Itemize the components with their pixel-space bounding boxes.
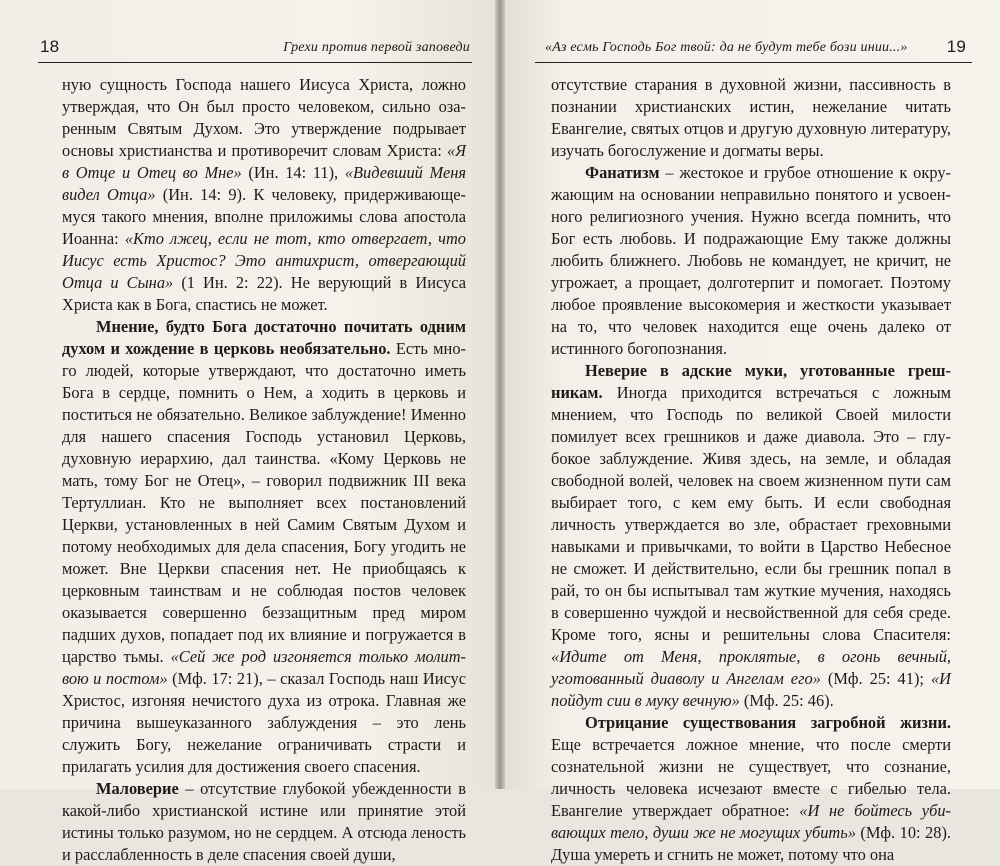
paragraph bbox=[62, 778, 466, 866]
text-run: (Мф. 25: 41); bbox=[820, 669, 931, 688]
right-page-body bbox=[551, 74, 951, 866]
page-number-left: 18 bbox=[40, 37, 60, 56]
page-number-right: 19 bbox=[946, 37, 966, 56]
paragraph bbox=[551, 360, 951, 712]
left-page bbox=[0, 0, 495, 864]
running-head-title-left: Грехи против первой заповеди bbox=[283, 40, 470, 55]
quote: «И не бойтесь убивающих тело, души же не могущих убить» bbox=[551, 801, 951, 842]
paragraph bbox=[551, 162, 951, 360]
quote: «Кто лжец, если не тот, кто отвергает, что Иисус есть Христос? Это антихрист, отвергающий Отца и Сына» bbox=[62, 229, 466, 292]
text-run: (Мф. 25: 46). bbox=[739, 691, 834, 710]
text-run: (Ин. 14: 9). К человеку, придерживающемуся такого мнения, вполне приложимы слова апостола Иоанна: bbox=[62, 185, 466, 248]
text-run: (1 Ин. 2: 22). Не верующий в Иисуса Христа как в Бога, спастись не может. bbox=[62, 273, 466, 314]
section-heading: Маловерие bbox=[96, 779, 179, 798]
running-head-title-right: «Аз есмь Господь Бог твой: да не будут тебе бози инии...» bbox=[545, 40, 908, 55]
text-run: ную сущность Господа нашего Иисуса Христа, ложно утверждая, что Он был просто человеком, сильно озаренным Святым Духом. Это утверждение подрывает основы христианства и противоречит словам Христа: bbox=[62, 75, 466, 160]
paragraph bbox=[551, 712, 951, 866]
quote: «Видевший Меня видел Отца» bbox=[62, 163, 466, 204]
text-run: (Ин. 14: 11), bbox=[241, 163, 345, 182]
running-head-right bbox=[535, 37, 972, 63]
text-run: – жестокое и грубое отношение к окружающим на основании неправильно понятого и усвоенного религиозного учения. Нужно всегда помнить, что Бог есть любовь. И подражающие Ему также должны любить ближнего. Любовь не командует, не кричит, не угрожает, а прощает, долготерпит и помогает. Поэтому любое проявление высокомерия и жесткости указывает на то, что человек находится еще очень далеко от истинного богопознания. bbox=[551, 163, 951, 358]
text-run: (Мф. 10: 28). Душа умереть и сгнить не может, потому что она bbox=[551, 823, 952, 864]
section-heading: Мнение, будто Бога достаточно почитать одним духом и хождение в церковь необязательно. bbox=[62, 317, 466, 358]
book-gutter bbox=[495, 0, 505, 789]
quote: «Идите от Меня, проклятые, в огонь вечный, уготованный диаволу и Ангелам его» bbox=[551, 647, 951, 688]
left-page-body bbox=[62, 74, 466, 866]
text-run: (Мф. 17: 21), – сказал Господь наш Иисус Христос, изгоняя нечистого духа из отрока. Главная же причина вышеуказанного заблуждения – это лень служить Богу, нежелание ограничивать страсти и прилагать усилия для достижения своего спасения. bbox=[62, 669, 466, 776]
section-heading: Фанатизм bbox=[585, 163, 660, 182]
paragraph bbox=[62, 74, 466, 316]
section-heading: Неверие в адские муки, уготованные грешникам. bbox=[551, 361, 951, 402]
right-page bbox=[505, 0, 1000, 864]
text-run: Еще встречается ложное мнение, что после смерти сознательной жизни не существует, что сознание, личность человека исчезают вместе с гибелью тела. Евангелие утверждает обратное: bbox=[551, 735, 951, 820]
text-run: Иногда приходится встречаться с ложным мнением, что Господь по великой Своей милости помилует всех грешников и даже диавола. Это – глубокое заблуждение. Живя здесь, на земле, и обладая свободной волей, человек на своем жизненном пути сам выбирает того, с кем ему быть. И если свободная личность утверждается во зле, обрастает греховными навыками и привычками, то войти в Царство Небесное не сможет. И действительно, если бы грешник попал в рай, то он бы испытывал там жуткие мучения, находясь в совершенно чуждой и несвойственной для себя среде. Кроме того, ясны и решительны слова Спасителя: bbox=[551, 383, 951, 644]
text-run: – отсутствие глубокой убежденности в какой-либо христианской истине или принятие этой истины только разумом, но не сердцем. А отсюда леность и расслабленность в деле спасения своей души, bbox=[62, 779, 466, 864]
paragraph bbox=[62, 316, 466, 778]
text-run: Есть много людей, которые утверждают, что достаточно иметь Бога в сердце, помнить о Нем, а ходить в церковь и поститься не обязательно. Великое заблуждение! Именно для нашего спасения Господь установил Церковь, духовную иерархию, дал таинства. «Кому Церковь не мать, тому Бог не Отец», – говорил подвижник III века Тертуллиан. Кто не выполняет всех постановлений Церкви, установленных в ней Самим Святым Духом и потому необходимых для дела спасения, Богу угодить не может. Вне Церкви спасения нет. Не приобщаясь к церковным таинствам и не соблюдая постов человек оказывается совершенно беззащитным пред миром падших духов, попадает под их влияние и погружается в царство тьмы. bbox=[62, 339, 466, 666]
quote: «Я в Отце и Отец во Мне» bbox=[62, 141, 466, 182]
running-head-left bbox=[38, 37, 472, 63]
quote: «И пойдут сии в муку вечную» bbox=[551, 669, 951, 710]
text-run: отсутствие старания в духовной жизни, пассивность в познании христианских истин, нежелание читать Евангелие, святых отцов и другую духовную литературу, изучать богослужение и догматы веры. bbox=[551, 75, 951, 160]
quote: «Сей же род изгоняется только молитвою и постом» bbox=[62, 647, 466, 688]
paragraph bbox=[551, 74, 951, 162]
section-heading: Отрицание существования загробной жизни. bbox=[585, 713, 951, 732]
